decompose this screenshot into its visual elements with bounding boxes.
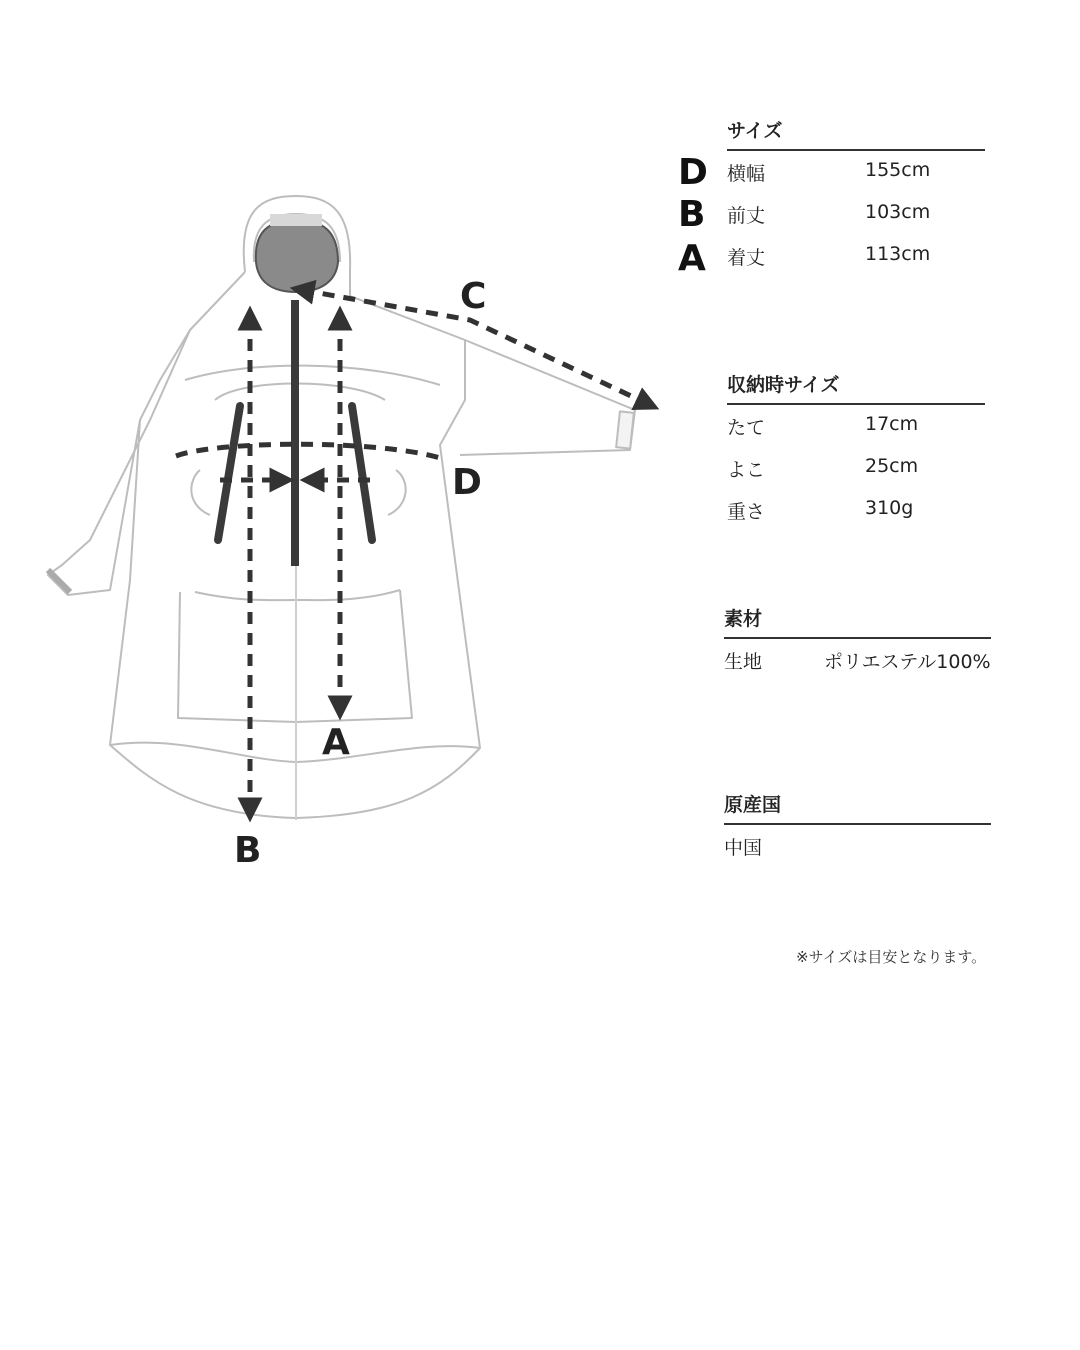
size-key-a: A [678,238,706,279]
stowed-row [727,447,985,489]
hood-opening [256,220,338,292]
label-a: A [322,722,350,763]
front-zipper [291,300,299,566]
material-table [724,604,991,681]
size-row-label: 横幅 [727,163,766,185]
origin-table [724,790,991,867]
size-table [727,116,985,277]
size-row-a [727,235,985,277]
label-b: B [234,830,262,871]
origin-row-label: 中国 [724,837,763,859]
size-row-label: 前丈 [727,205,766,227]
size-row-d [727,151,985,193]
stowed-row-value: 25cm [865,455,919,477]
stowed-row [727,405,985,447]
poncho-diagram [0,0,700,900]
left-side-zipper [218,406,240,540]
origin-table-title: 原産国 [724,790,991,825]
material-row-label: 生地 [724,651,763,673]
stowed-row-label: よこ [727,459,766,481]
size-row-value: 103cm [865,201,931,223]
size-key-b: B [678,194,706,235]
size-row-b [727,193,985,235]
size-row-label: 着丈 [727,247,766,269]
material-row-value: ポリエステル100% [824,651,991,673]
left-sleeve [48,330,190,595]
measure-d-line [176,444,440,458]
label-c: C [460,276,487,317]
size-row-value: 113cm [865,243,931,265]
stowed-row-label: たて [727,417,766,439]
size-note: ※サイズは目安となります。 [796,948,987,966]
stowed-row-value: 310g [865,497,914,519]
material-row [724,639,991,681]
origin-row [724,825,991,867]
label-d: D [452,462,482,503]
stowed-size-table [727,370,985,531]
stowed-table-title: 収納時サイズ [727,370,985,405]
size-row-value: 155cm [865,159,931,181]
right-side-zipper [352,406,372,540]
stowed-row-label: 重さ [727,501,766,523]
material-table-title: 素材 [724,604,991,639]
stowed-row [727,489,985,531]
size-key-d: D [678,152,708,193]
stowed-row-value: 17cm [865,413,919,435]
size-table-title: サイズ [727,116,985,151]
